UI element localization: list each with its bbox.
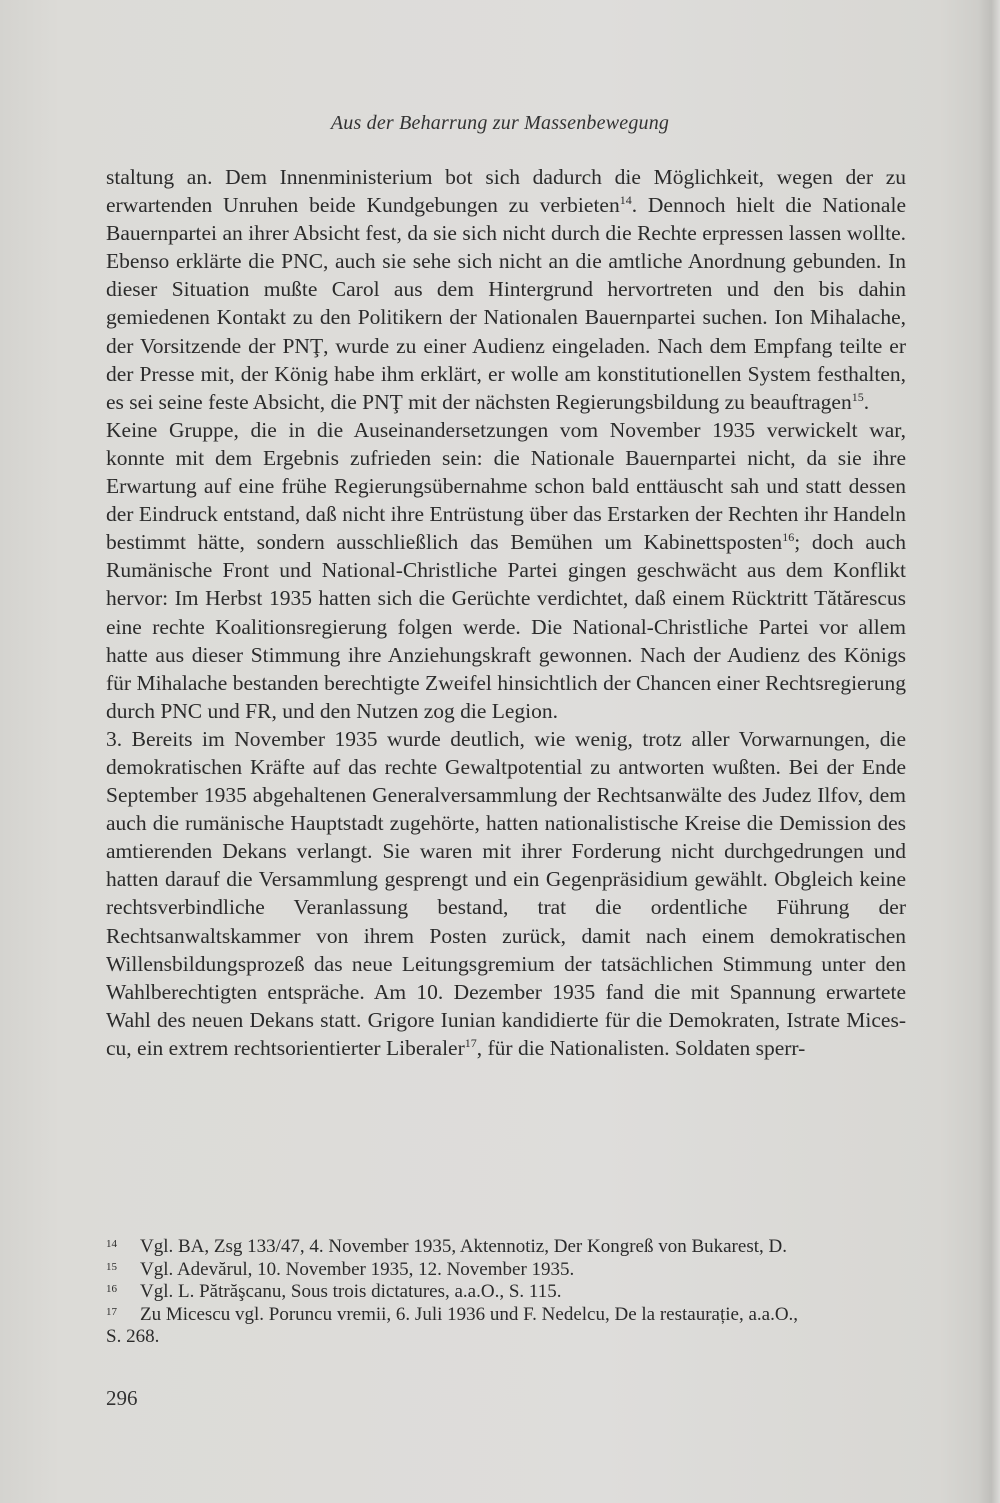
footnotes [106,1236,906,1349]
footnote-text: Vgl. BA, Zsg 133/47, 4. November 1935, Aktennotiz, Der Kongreß von Bukarest, D. [140,1236,787,1257]
footnote-ref-17: 17 [464,1035,477,1050]
footnote-17-continuation: S. 268. [106,1326,160,1348]
footnote-ref-15: 15 [851,389,864,404]
paragraph-1: staltung an. Dem Innenministerium bot sich dadurch die Möglichkeit, wegen der zu erwartenden Unruhen beide Kundgebungen zu verbieten$^{14}$. Dennoch hielt die Nationale Bauernpartei an ihrer Absicht fest, da sie sich nicht durch die Rechte erpressen lassen wollte. Ebenso erklärte die PNC, auch sie sehe sich nicht an die amtliche Anordnung gebunden. In dieser Situation mußte Carol aus dem Hintergrund hervortreten und den bis dahin gemiedenen Kontakt zu den Politikern der Nationalen Bauernpartei suchen. Ion Mihalache, der Vorsitzende der PNŢ, wurde zu einer Audienz eingeladen. Nach dem Empfang teilte er der Presse mit, der König habe ihm erklärt, er wolle am konstitutionellen System festhalten, es sei seine feste Absicht, die PNŢ mit der nächsten Regierungsbildung zu beauftragen$^{15}$. [106,165,906,414]
page-edge-shadow [978,0,1000,1503]
paragraph-3: 3. Bereits im November 1935 wurde deutlich, wie wenig, trotz aller Vorwarnungen, die demokratischen Kräfte auf das rechte Gewaltpotential zu antworten wußten. Bei der Ende September 1935 abgehaltenen Generalversammlung der Rechtsanwälte des Judez Ilfov, dem auch die rumänische Hauptstadt zugehörte, hatten nationalistische Kreise die Demission des amtierenden Dekans verlangt. Sie waren mit ihrer Forderung nicht durchgedrungen und hatten darauf die Versammlung gesprengt und ein Gegenpräsidium gewählt. Obgleich keine rechtsverbindliche Veranlassung bestand, trat die ordentliche Führung der Rechtsanwaltskammer von ihrem Posten zurück, damit nach einem demokratischen Willensbildungsprozeß das neue Leitungsgremium der tatsächlichen Stimmung unter den Wahlberechtigten entspräche. Am 10. Dezember 1935 fand die mit Spannung erwartete Wahl des neuen Dekans statt. Grigore Iunian kandidierte für die Demokraten, Istrate Micescu, ein extrem rechtsorientierter Liberaler$^{17}$, für die Nationalisten. Soldaten sperr- [106,726,906,1060]
footnote-ref-16: 16 [782,530,795,545]
footnote-17 [106,1304,906,1327]
footnote-number: 15 [106,1260,117,1273]
body-text [106,163,906,1062]
footnote-15 [106,1259,906,1282]
footnote-number: 14 [106,1238,117,1250]
page-number: 296 [106,1386,138,1410]
footnote-number: 17 [106,1305,117,1318]
footnote-text: Zu Micescu vgl. Poruncu vremii, 6. Juli 1936 und F. Nedelcu, De la restaurație, a.a.O., [140,1303,799,1325]
paragraph-2: Keine Gruppe, die in die Auseinandersetzungen vom November 1935 verwickelt war, konnte mit dem Ergebnis zufrieden sein: die Nationale Bauernpartei nicht, da sie ihre Erwartung auf eine frühe Regierungsübernahme schon bald enttäuscht sah und statt dessen der Eindruck entstand, daß nicht ihre Entrüstung über das Erstarken der Rechten ihr Handeln bestimmt hätte, sondern ausschließlich das Bemühen um Kabinettsposten$^{16}$; doch auch Rumänische Front und National-Christliche Partei gingen geschwächt aus dem Konflikt hervor: Im Herbst 1935 hatten sich die Gerüchte verdichtet, daß einem Rücktritt Tătărescus eine rechte Koalitionsregierung folgen werde. Die National-Christliche Partei vor allem hatte aus dieser Stimmung ihre Anziehungskraft gewonnen. Nach der Audienz des Königs für Mihalache bestanden berechtigte Zweifel hinsichtlich der Chancen einer Rechtsregierung durch PNC und FR, und den Nutzen zog die Legion. [106,417,906,723]
footnote-16 [106,1281,906,1304]
running-head: Aus der Beharrung zur Massenbewegung [330,112,670,134]
footnote-text: Vgl. Adevărul, 10. November 1935, 12. November 1935. [140,1258,575,1280]
footnote-text: Vgl. L. Pătrăşcanu, Sous trois dictatures, a.a.O., S. 115. [140,1281,562,1303]
footnote-ref-14: 14 [619,192,632,207]
footnote-number: 16 [106,1283,117,1296]
footnote-14 [106,1236,906,1259]
